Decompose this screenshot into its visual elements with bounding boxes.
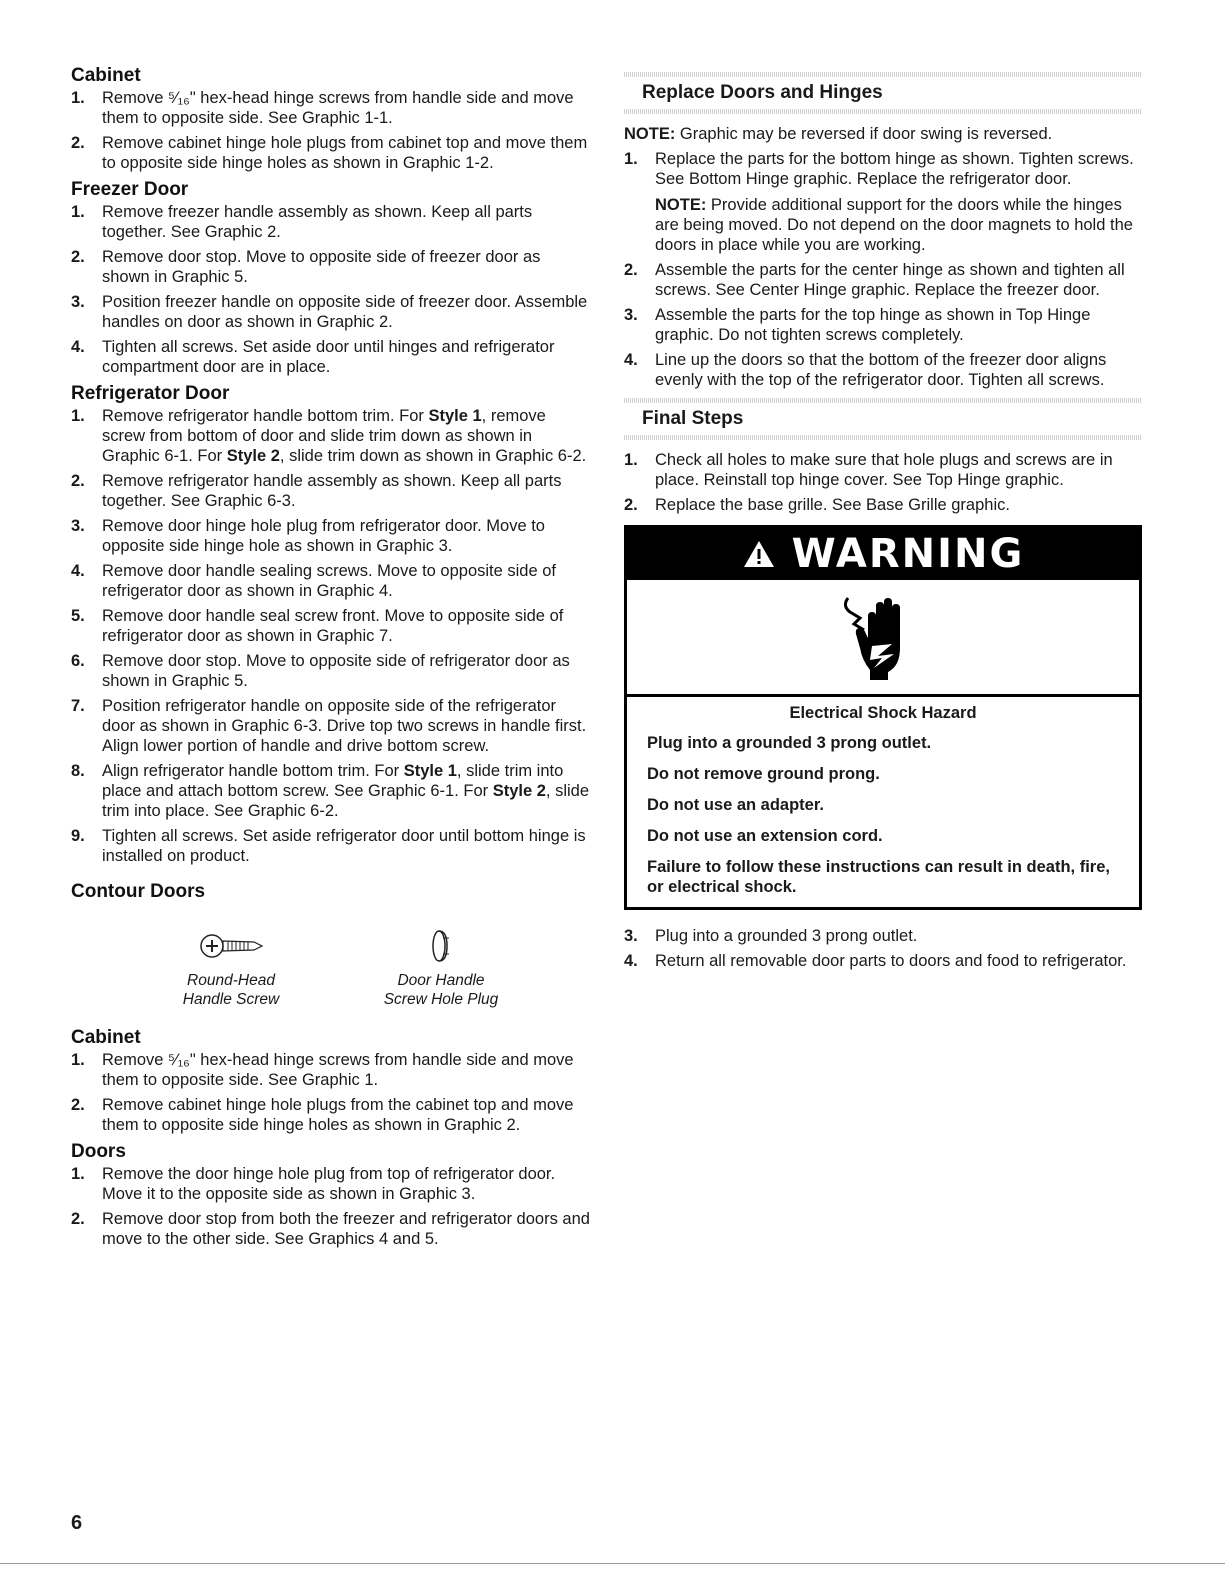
screw-hole-plug: Door Handle Screw Hole Plug: [361, 926, 521, 1009]
warning-line: Plug into a grounded 3 prong outlet.: [647, 734, 932, 752]
list-item: 3. Position freezer handle on opposite side of freezer door. Assemble handles on door as shown in Graphic 2.: [71, 293, 588, 331]
list-item: 1. Check all holes to make sure that hole plugs and screws are in place. Reinstall top hinge cover. See Top Hinge graphic.: [624, 451, 1113, 489]
warning-line: Do not use an adapter.: [647, 796, 824, 814]
warning-box: [624, 525, 1142, 910]
section-title-freezer-door: Freezer Door: [71, 179, 189, 200]
list-item: 2. Replace the base grille. See Base Grille graphic.: [624, 496, 1010, 514]
list-item: 3. Plug into a grounded 3 prong outlet.: [624, 927, 918, 945]
section-title-replace-doors: Replace Doors and Hinges: [642, 82, 883, 103]
list-item: 2. Assemble the parts for the center hinge as shown and tighten all screws. See Center Hinge graphic. Replace the freezer door.: [624, 261, 1125, 299]
support-note: NOTE: Provide additional support for the doors while the hinges are being moved. Do not depend on the door magnets to hold the doors in place while you are working.: [655, 196, 1133, 254]
bottom-rule: [0, 1563, 1225, 1564]
round-head-screw: Round-Head Handle Screw: [151, 926, 311, 1009]
list-item: 1. Remove refrigerator handle bottom trim. For Style 1, remove screw from bottom of door and slide trim down as shown in Graphic 6-1. For Style 2, slide trim down as shown in Graphic 6-2.: [71, 407, 587, 465]
list-item: 9. Tighten all screws. Set aside refrigerator door until bottom hinge is installed on product.: [71, 827, 586, 865]
list-item: 2. Remove door stop from both the freezer and refrigerator doors and move to the other side. See Graphics 4 and 5.: [71, 1210, 590, 1248]
freezer-steps: [71, 202, 591, 377]
list-item: 8. Align refrigerator handle bottom trim. For Style 1, slide trim into place and attach bottom screw. See Graphic 6-1. For Style 2, slide trim into place. See Graphic 6-2.: [71, 762, 590, 820]
replace-note: NOTE: Graphic may be reversed if door swing is reversed.: [624, 125, 1053, 143]
final-steps: [624, 450, 1142, 515]
section-rule: [624, 435, 1142, 440]
electric-shock-hand-icon: [838, 588, 928, 688]
list-item: 4. Tighten all screws. Set aside door until hinges and refrigerator compartment door are in place.: [71, 338, 555, 376]
list-item: 4. Line up the doors so that the bottom of the freezer door aligns evenly with the top of the refrigerator door. Tighten all screws.: [624, 351, 1107, 389]
list-item: 2. Remove cabinet hinge hole plugs from the cabinet top and move them to opposite side hinge holes as shown in Graphic 2.: [71, 1096, 574, 1134]
warning-line: Do not remove ground prong.: [647, 765, 880, 783]
warning-triangle-icon: [742, 531, 792, 577]
post-warning-steps: [624, 926, 1142, 971]
section-title-contour-doors: Contour Doors: [71, 881, 206, 902]
list-item: 5. Remove door handle seal screw front. Move to opposite side of refrigerator door as shown in Graphic 7.: [71, 607, 564, 645]
list-item: 4. Return all removable door parts to doors and food to refrigerator.: [624, 952, 1127, 970]
section-title-final-steps: Final Steps: [642, 408, 744, 429]
list-item: 1. Remove freezer handle assembly as shown. Keep all parts together. See Graphic 2.: [71, 203, 533, 241]
right-column: [624, 72, 1142, 976]
list-item: 1. Remove the door hinge hole plug from top of refrigerator door. Move it to the opposite side as shown in Graphic 3.: [71, 1165, 556, 1203]
warning-line: Failure to follow these instructions can result in death, fire, or electrical shock.: [647, 858, 1110, 896]
list-item: 3. Assemble the parts for the top hinge as shown in Top Hinge graphic. Do not tighten screws completely.: [624, 306, 1091, 344]
list-item: 2. Remove cabinet hinge hole plugs from cabinet top and move them to opposite side hinge holes as shown in Graphic 1-2.: [71, 134, 588, 172]
section-title-refrigerator-door: Refrigerator Door: [71, 383, 230, 404]
list-item: 1. Remove ⁵⁄₁₆" hex-head hinge screws from handle side and move them to opposite side. See Graphic 1.: [71, 1051, 574, 1089]
plug-icon: [421, 926, 461, 966]
list-item: 1. Remove ⁵⁄₁₆" hex-head hinge screws from handle side and move them to opposite side. See Graphic 1-1.: [71, 89, 574, 127]
hazard-title: Electrical Shock Hazard: [789, 704, 977, 722]
list-item: 6. Remove door stop. Move to opposite side of refrigerator door as shown in Graphic 5.: [71, 652, 570, 690]
section-title-cabinet-contour: Cabinet: [71, 1027, 141, 1048]
replace-steps: [624, 149, 1142, 390]
list-item: 2. Remove refrigerator handle assembly as shown. Keep all parts together. See Graphic 6-3.: [71, 472, 562, 510]
left-column: [71, 64, 591, 1254]
cabinet-contour-steps: [71, 1050, 591, 1135]
warning-header: WARNING: [627, 528, 1139, 580]
section-rule: [624, 109, 1142, 114]
list-item: 2. Remove door stop. Move to opposite side of freezer door as shown in Graphic 5.: [71, 248, 541, 286]
section-title-cabinet: Cabinet: [71, 65, 141, 86]
cabinet-steps: [71, 88, 591, 173]
doors-steps: [71, 1164, 591, 1249]
list-item: 3. Remove door hinge hole plug from refrigerator door. Move to opposite side hinge hole as shown in Graphic 3.: [71, 517, 545, 555]
screw-icon: [196, 926, 266, 966]
list-item: 4. Remove door handle sealing screws. Move to opposite side of refrigerator door as shown in Graphic 4.: [71, 562, 556, 600]
parts-illustrations: [71, 926, 591, 1026]
list-item: 1. Replace the parts for the bottom hinge as shown. Tighten screws. See Bottom Hinge graphic. Replace the refrigerator door. NOTE: Provide additional support for the doors while the hinges are being moved. Do not depend on the door magnets to hold the doors in place while you are working.: [624, 149, 1142, 255]
shock-hazard-area: [627, 580, 1139, 697]
refrigerator-steps: [71, 406, 591, 866]
warning-line: Do not use an extension cord.: [647, 827, 883, 845]
list-item: 7. Position refrigerator handle on opposite side of the refrigerator door as shown in Graphic 6-3. Drive top two screws in handle first. Align lower portion of handle and drive bottom screw.: [71, 697, 587, 755]
warning-text: [627, 697, 1139, 907]
page-number: 6: [71, 1512, 83, 1534]
section-title-doors: Doors: [71, 1141, 126, 1162]
